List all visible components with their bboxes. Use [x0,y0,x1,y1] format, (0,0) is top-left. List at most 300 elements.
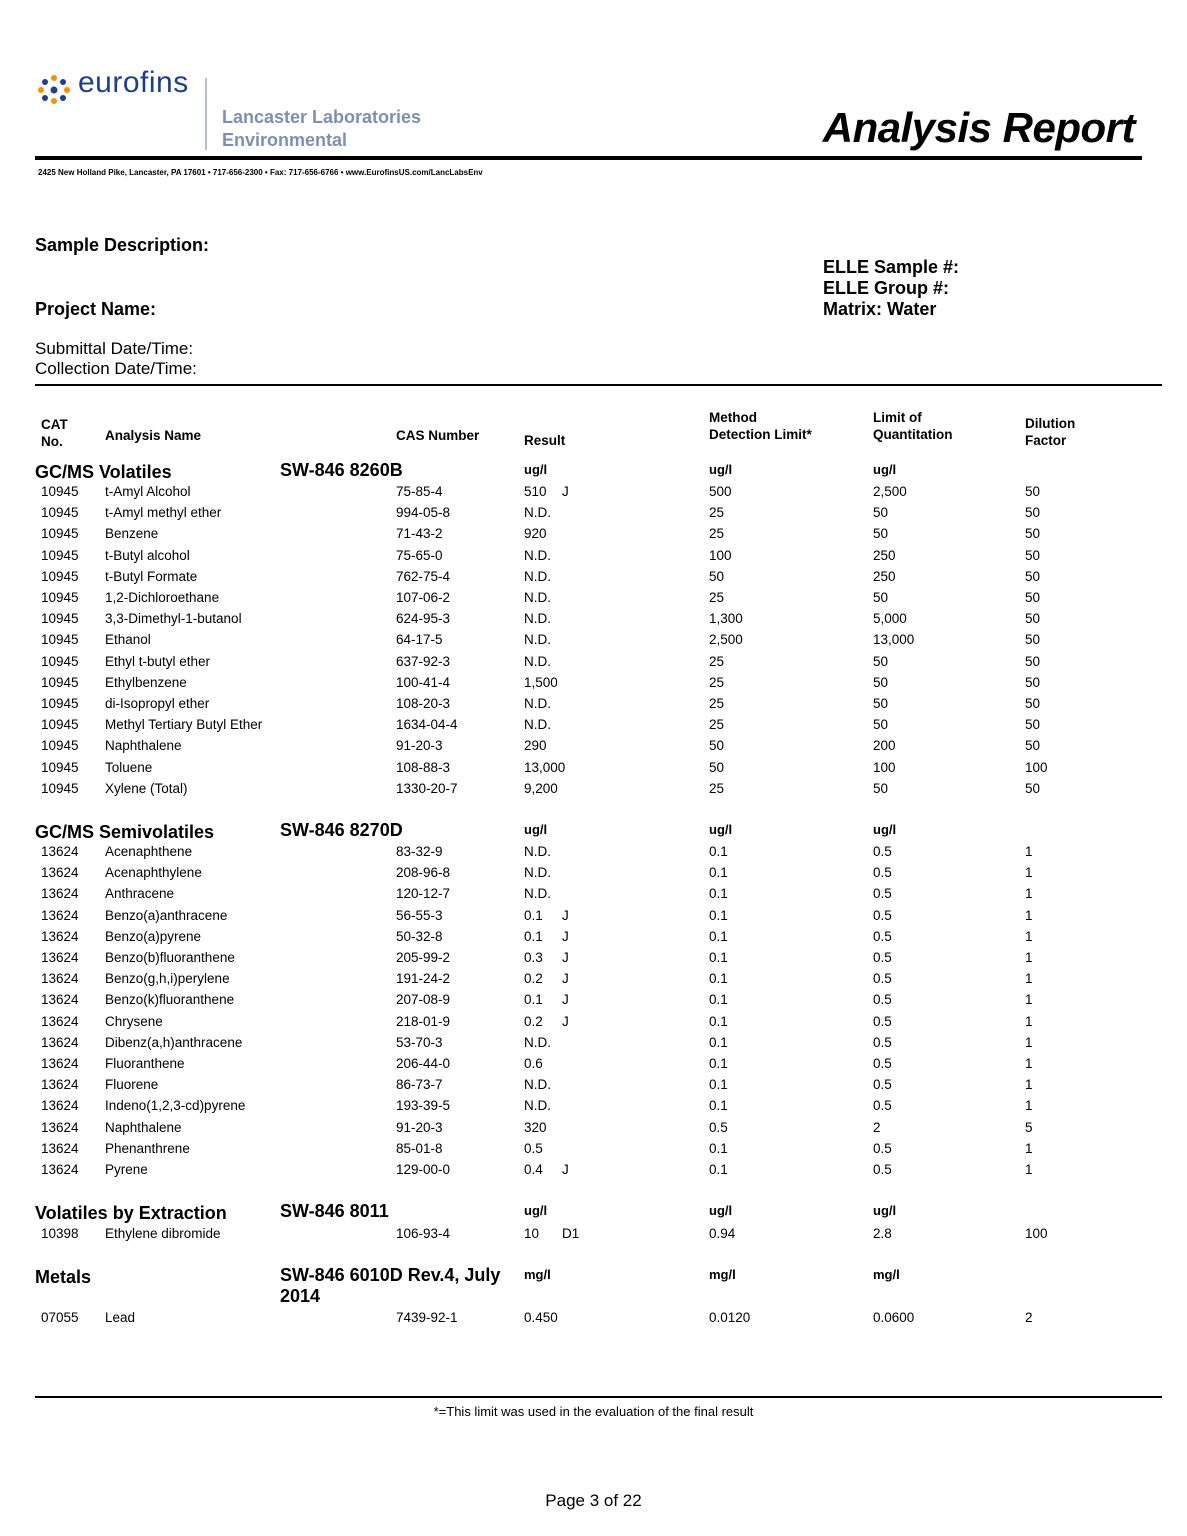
qualifier: J [562,992,569,1008]
dilution: 1 [1025,1162,1033,1177]
result: N.D. [524,717,551,733]
section-unit: mg/l [709,1267,736,1282]
qualifier: J [562,1162,569,1177]
col-header-dilution [1025,415,1075,449]
mdl: 0.0120 [709,1310,751,1325]
logo-divider [205,78,207,150]
cas-number: 193-39-5 [396,1098,451,1114]
analysis-name: Pyrene [105,1162,148,1177]
dilution: 100 [1025,759,1048,775]
cas-number: 71-43-2 [396,526,443,542]
loq: 0.5 [873,1034,892,1050]
loq: 0.5 [873,865,892,881]
result: 0.5 [524,1140,543,1156]
table-row [0,1077,1187,1098]
lab-address: 2425 New Holland Pike, Lancaster, PA 17601 • 717-656-2300 • Fax: 717-656-6766 • www.EurofinsUS.com/LancLabsEnv [38,168,483,177]
mdl: 0.94 [709,1226,736,1241]
cat-no: 13624 [41,865,79,881]
cat-no: 13624 [41,992,79,1008]
mdl: 0.1 [709,865,728,881]
dilution: 50 [1025,484,1041,499]
cas-number: 75-85-4 [396,484,443,499]
result: 1,500 [524,674,558,690]
result: 510 [524,484,547,499]
loq: 0.5 [873,1140,892,1156]
dilution: 1 [1025,844,1033,859]
loq: 50 [873,526,889,542]
lab-name [222,106,421,152]
col-header-mdl [709,409,812,443]
collection-date-label: Collection Date/Time: [35,359,197,378]
elle-group-label: ELLE Group #: [823,278,949,298]
loq: 50 [873,696,889,711]
table-row [0,526,1187,547]
cas-number: 207-08-9 [396,992,451,1008]
table-row [0,484,1187,505]
result: 0.2 [524,1013,543,1029]
mdl: 0.1 [709,1013,728,1029]
table-row [0,611,1187,632]
loq: 0.5 [873,971,892,987]
analysis-name: Anthracene [105,886,175,902]
col-header-loq-line2: Quantitation [873,427,953,442]
cat-no: 10945 [41,568,79,584]
analysis-name: Ethanol [105,632,151,648]
col-header-dilution-line1: Dilution [1025,416,1076,431]
section-unit: mg/l [524,1267,551,1282]
dilution: 1 [1025,971,1033,987]
table-row [0,992,1187,1013]
loq: 250 [873,568,896,584]
result: 13,000 [524,759,566,775]
result: 9,200 [524,780,558,796]
project-name-label: Project Name: [35,299,157,319]
dilution: 1 [1025,992,1033,1008]
cas-number: 91-20-3 [396,738,443,754]
mdl: 25 [709,526,725,542]
analysis-name: Ethylbenzene [105,674,187,690]
cat-no: 13624 [41,1140,79,1156]
table-row [0,950,1187,971]
result: 0.2 [524,971,543,987]
cas-number: 108-88-3 [396,759,451,775]
footer-rule [35,1396,1162,1398]
dilution: 1 [1025,865,1033,881]
analysis-name: t-Amyl methyl ether [105,505,222,521]
section-unit: ug/l [524,462,548,477]
col-header-loq-line1: Limit of [873,410,922,425]
mdl: 100 [709,547,732,563]
cas-number: 108-20-3 [396,696,451,711]
section-method: SW-846 8260B [280,460,403,480]
analysis-name: Xylene (Total) [105,780,188,796]
analysis-name: di-Isopropyl ether [105,696,210,711]
col-header-cat [41,416,68,450]
loq: 13,000 [873,632,915,648]
cas-number: 85-01-8 [396,1140,443,1156]
col-header-mdl-line1: Method [709,410,757,425]
dilution: 50 [1025,590,1041,605]
section-title: GC/MS Volatiles [35,462,172,482]
analysis-name: Fluoranthene [105,1056,185,1071]
sample-description-label: Sample Description: [35,235,210,255]
cat-no: 13624 [41,1056,79,1071]
dilution: 50 [1025,717,1041,733]
analysis-name: Benzo(b)fluoranthene [105,950,235,965]
dilution: 50 [1025,547,1041,563]
section-unit: ug/l [873,462,897,477]
analysis-name: Methyl Tertiary Butyl Ether [105,717,263,733]
analysis-name: t-Butyl Formate [105,568,198,584]
cas-number: 205-99-2 [396,950,451,965]
dilution: 50 [1025,653,1041,669]
analysis-name: Acenaphthylene [105,865,202,881]
result: N.D. [524,1077,551,1093]
cas-number: 1634-04-4 [396,717,458,733]
analysis-name: Acenaphthene [105,844,193,859]
dilution: 50 [1025,568,1041,584]
mdl: 25 [709,780,725,796]
cat-no: 10945 [41,632,79,648]
mdl: 25 [709,590,725,605]
elle-sample-label: ELLE Sample #: [823,257,960,277]
dilution: 50 [1025,780,1041,796]
table-row [0,908,1187,929]
cas-number: 1330-20-7 [396,780,458,796]
dilution: 1 [1025,1077,1033,1093]
cas-number: 100-41-4 [396,674,451,690]
cat-no: 13624 [41,971,79,987]
info-rule [35,384,1162,386]
cat-no: 10398 [41,1226,79,1241]
table-row [0,781,1187,802]
loq: 0.5 [873,992,892,1008]
table-row [0,675,1187,696]
cas-number: 83-32-9 [396,844,443,859]
mdl: 25 [709,717,725,733]
mdl: 1,300 [709,611,743,627]
result: N.D. [524,568,551,584]
table-row [0,738,1187,759]
cat-no: 13624 [41,1034,79,1050]
cas-number: 624-95-3 [396,611,451,627]
cas-number: 120-12-7 [396,886,451,902]
table-row [0,505,1187,526]
section-unit: mg/l [873,1267,900,1282]
mdl: 500 [709,484,732,499]
dilution: 50 [1025,674,1041,690]
analysis-name: Benzo(k)fluoranthene [105,992,235,1008]
result: N.D. [524,653,551,669]
table-row [0,717,1187,738]
mdl: 25 [709,696,725,711]
analysis-name: Toluene [105,759,153,775]
section-unit: ug/l [709,1203,733,1218]
dilution: 1 [1025,907,1033,923]
result: N.D. [524,611,551,627]
analysis-name: Indeno(1,2,3-cd)pyrene [105,1098,246,1114]
dilution: 5 [1025,1119,1033,1135]
dilution: 1 [1025,1034,1033,1050]
cas-number: 129-00-0 [396,1162,451,1177]
section-unit: ug/l [873,822,897,837]
cat-no: 10945 [41,738,79,754]
mdl: 25 [709,505,725,521]
loq: 0.5 [873,950,892,965]
cas-number: 106-93-4 [396,1226,451,1241]
mdl: 25 [709,674,725,690]
cas-number: 107-06-2 [396,590,451,605]
dilution: 1 [1025,950,1033,965]
mdl: 25 [709,653,725,669]
loq: 0.5 [873,1013,892,1029]
result: 320 [524,1119,547,1135]
table-row [0,632,1187,653]
matrix-label: Matrix: Water [823,299,937,319]
analysis-name: 3,3-Dimethyl-1-butanol [105,611,242,627]
cat-no: 10945 [41,484,79,499]
cat-no: 07055 [41,1310,79,1325]
cas-number: 206-44-0 [396,1056,451,1071]
cat-no: 10945 [41,674,79,690]
mdl: 0.1 [709,907,728,923]
mdl: 0.1 [709,1140,728,1156]
report-title: Analysis Report [822,104,1135,151]
loq: 2 [873,1119,881,1135]
result: 0.3 [524,950,543,965]
loq: 0.5 [873,844,892,859]
section-unit: ug/l [873,1203,897,1218]
qualifier: J [562,971,569,987]
result: 0.6 [524,1056,543,1071]
loq: 50 [873,505,889,521]
col-header-mdl-line2: Detection Limit* [709,427,812,442]
qualifier: J [562,484,569,499]
dilution: 2 [1025,1310,1033,1325]
cat-no: 13624 [41,907,79,923]
result: N.D. [524,632,551,648]
cat-no: 10945 [41,526,79,542]
cat-no: 10945 [41,780,79,796]
result: N.D. [524,696,551,711]
loq: 2.8 [873,1226,892,1241]
table-row [0,760,1187,781]
cas-number: 7439-92-1 [396,1310,458,1325]
table-row [0,844,1187,865]
mdl: 2,500 [709,632,743,648]
loq: 5,000 [873,611,907,627]
analysis-name: Chrysene [105,1013,163,1029]
logo-wordmark: eurofins [78,66,189,99]
table-row [0,1098,1187,1119]
dilution: 1 [1025,1140,1033,1156]
dilution: 50 [1025,738,1041,754]
mdl: 0.1 [709,1034,728,1050]
table-row [0,1141,1187,1162]
loq: 0.0600 [873,1310,915,1325]
section-unit: ug/l [524,1203,548,1218]
section-method: SW-846 6010D Rev.4, July 2014 [280,1265,501,1306]
mdl: 0.1 [709,1056,728,1071]
loq: 0.5 [873,1077,892,1093]
cat-no: 13624 [41,886,79,902]
cas-number: 218-01-9 [396,1013,451,1029]
dilution: 50 [1025,632,1041,648]
cas-number: 91-20-3 [396,1119,443,1135]
analysis-name: Ethylene dibromide [105,1226,221,1241]
analysis-name: Lead [105,1310,136,1325]
section-title: Volatiles by Extraction [35,1203,227,1223]
analysis-name: Benzo(a)pyrene [105,928,202,944]
analysis-name: Benzo(g,h,i)perylene [105,971,230,987]
submittal-date-label: Submittal Date/Time: [35,339,194,358]
cas-number: 208-96-8 [396,865,451,881]
loq: 0.5 [873,886,892,902]
cas-number: 56-55-3 [396,907,443,923]
dilution: 1 [1025,1013,1033,1029]
loq: 0.5 [873,907,892,923]
cat-no: 10945 [41,653,79,669]
col-header-cas: CAS Number [396,428,480,443]
table-row [0,1310,1187,1331]
analysis-name: Benzo(a)anthracene [105,907,228,923]
qualifier: J [562,907,569,923]
section-unit: ug/l [709,462,733,477]
loq: 2,500 [873,484,907,499]
section-method: SW-846 8011 [280,1201,389,1221]
loq: 0.5 [873,1056,892,1071]
qualifier: J [562,1013,569,1029]
loq: 200 [873,738,896,754]
result: 10 [524,1226,540,1241]
loq: 50 [873,717,889,733]
table-row [0,569,1187,590]
analysis-name: Dibenz(a,h)anthracene [105,1034,243,1050]
table-row [0,1120,1187,1141]
loq: 0.5 [873,1098,892,1114]
cat-no: 13624 [41,950,79,965]
result: 0.1 [524,928,543,944]
loq: 100 [873,759,896,775]
cas-number: 86-73-7 [396,1077,443,1093]
result: 0.4 [524,1162,543,1177]
cat-no: 10945 [41,611,79,627]
table-row [0,1056,1187,1077]
qualifier: J [562,950,569,965]
section-unit: ug/l [709,822,733,837]
analysis-name: t-Butyl alcohol [105,547,190,563]
table-row [0,654,1187,675]
page-number: Page 3 of 22 [545,1491,642,1510]
mdl: 0.1 [709,971,728,987]
cat-no: 10945 [41,547,79,563]
table-row [0,1162,1187,1183]
analysis-name: Naphthalene [105,1119,182,1135]
loq: 250 [873,547,896,563]
result: N.D. [524,547,551,563]
col-header-name: Analysis Name [105,428,202,443]
eurofins-logo-icon [37,74,71,104]
table-row [0,865,1187,886]
section-title: Metals [35,1267,92,1287]
cas-number: 994-05-8 [396,505,451,521]
cat-no: 13624 [41,928,79,944]
result: N.D. [524,1034,551,1050]
qualifier: D1 [562,1226,580,1241]
result: N.D. [524,1098,551,1114]
mdl: 0.1 [709,992,728,1008]
cas-number: 762-75-4 [396,568,451,584]
section-unit: ug/l [524,822,548,837]
section-title: GC/MS Semivolatiles [35,822,215,842]
mdl: 50 [709,759,725,775]
result: 0.1 [524,992,543,1008]
qualifier: J [562,928,569,944]
analysis-name: Fluorene [105,1077,159,1093]
cat-no: 10945 [41,505,79,521]
analysis-name: Naphthalene [105,738,182,754]
mdl: 0.1 [709,1077,728,1093]
dilution: 50 [1025,696,1041,711]
mdl: 0.1 [709,844,728,859]
mdl: 0.1 [709,950,728,965]
table-row [0,696,1187,717]
result: 0.450 [524,1310,558,1325]
loq: 0.5 [873,1162,892,1177]
mdl: 0.1 [709,1098,728,1114]
loq: 50 [873,653,889,669]
mdl: 50 [709,738,725,754]
lab-name-line2: Environmental [222,130,348,150]
result: N.D. [524,865,551,881]
table-row [0,1035,1187,1056]
col-header-loq [873,409,953,443]
cat-no: 13624 [41,1119,79,1135]
analysis-name: Benzene [105,526,159,542]
dilution: 50 [1025,526,1041,542]
cas-number: 75-65-0 [396,547,443,563]
table-row [0,886,1187,907]
cas-number: 64-17-5 [396,632,443,648]
table-row [0,971,1187,992]
dilution: 50 [1025,611,1041,627]
loq: 50 [873,674,889,690]
dilution: 100 [1025,1226,1048,1241]
cat-no: 13624 [41,1013,79,1029]
loq: 50 [873,590,889,605]
dilution: 50 [1025,505,1041,521]
loq: 0.5 [873,928,892,944]
cat-no: 10945 [41,696,79,711]
cat-no: 13624 [41,1162,79,1177]
cat-no: 10945 [41,590,79,605]
analysis-name: t-Amyl Alcohol [105,484,191,499]
result: N.D. [524,590,551,605]
footnote: *=This limit was used in the evaluation of the final result [433,1404,754,1419]
col-header-dilution-line2: Factor [1025,433,1067,448]
analysis-name: Phenanthrene [105,1140,190,1156]
result: 290 [524,738,547,754]
result: N.D. [524,505,551,521]
cat-no: 13624 [41,1098,79,1114]
mdl: 0.1 [709,928,728,944]
result: 920 [524,526,547,542]
header-rule [35,156,1142,160]
cas-number: 191-24-2 [396,971,451,987]
dilution: 1 [1025,886,1033,902]
col-header-result: Result [524,433,566,448]
table-row [0,548,1187,569]
